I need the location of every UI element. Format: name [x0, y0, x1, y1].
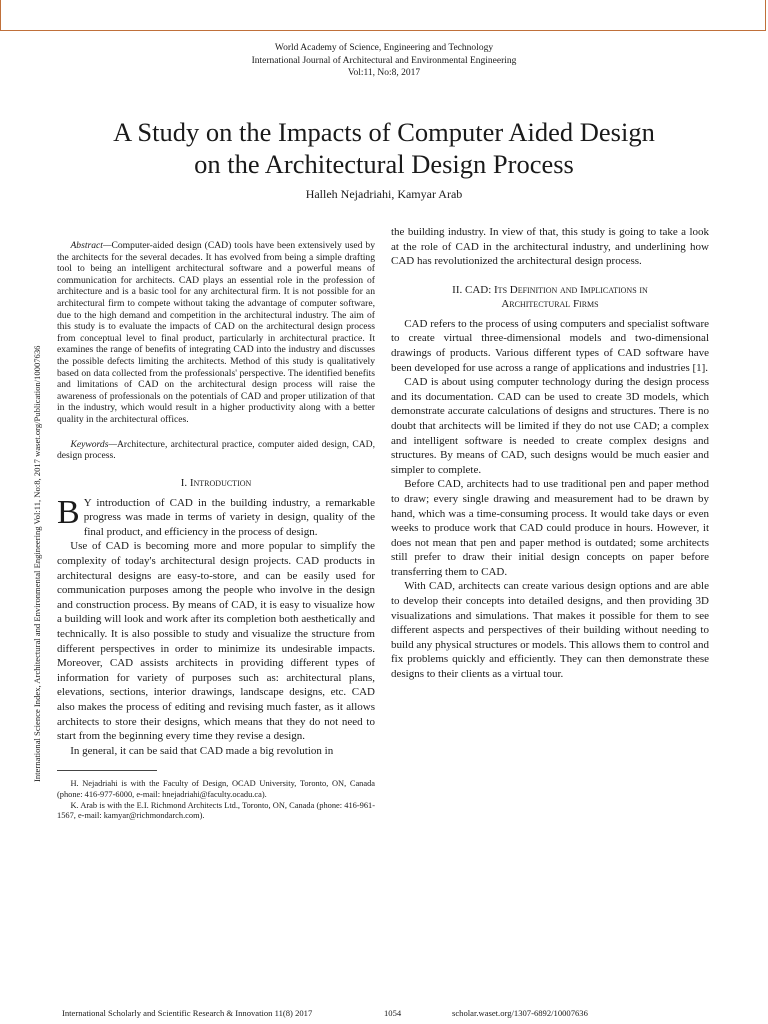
footer-page-number: 1054	[384, 1008, 402, 1018]
keywords	[57, 439, 375, 462]
right-column	[391, 225, 709, 682]
cad-paragraph-2: CAD is about using computer technology during the design process and its documentation. CAD can be used to create 3D models, which demonstrate accurate calculations of designs and structures. There is no doubt that architects will be limited if they do not use CAD; a complex and intelligent software is needed to create complex designs and structures. By means of CAD, such designs would be much easier and simpler to complete.	[391, 376, 709, 476]
footnote-author-2: K. Arab is with the E.I. Richmond Architects Ltd., Toronto, ON, Canada (phone: 416-961-1567, e-mail: kamyar@richmondarch.com).	[57, 800, 375, 821]
top-border-frame	[0, 0, 766, 31]
section-heading-cad-definition	[391, 283, 709, 311]
paper-title	[40, 116, 728, 180]
journal-header	[0, 42, 768, 80]
intro-continued-paragraph: the building industry. In view of that, this study is going to take a look at the role of CAD in the architectural industry, and underlining how CAD has revolutionized the architectural design process.	[391, 226, 709, 268]
side-citation-text: International Science Index, Architectural and Environmental Engineering Vol:11, No:8, 2017 waset.org/Publication/10007636	[32, 345, 42, 782]
cad-paragraph-1: CAD refers to the process of using computers and specialist software to create virtual three-dimensional models and two-dimensional drawings of products. Various different types of CAD software have been developed for use across a range of applications and industries [1].	[391, 317, 709, 374]
journal-volume: Vol:11, No:8, 2017	[347, 68, 421, 78]
footnote-divider	[57, 770, 157, 771]
cad-paragraph-3: Before CAD, architects had to use traditional pen and paper method to draw; every single drawing and measurement had to be drawn by hand, which was a time-consuming process. It would take days or even weeks to produce work that CAD could produce in hours. However, it does not mean that pen and paper method is outdated; some architects still prefer to draw their initial design concepts on paper before transferring them to CAD.	[391, 478, 709, 578]
footer-publisher: International Scholarly and Scientific Research & Innovation 11(8) 2017	[62, 1008, 313, 1018]
section-heading-line2: Architectural Firms	[501, 297, 599, 310]
intro-paragraph-1-text: Y introduction of CAD in the building industry, a remarkable progress was made in terms of variety in design, quality of the final product, and efficiency in the process of design.	[83, 496, 375, 538]
keywords-text: Architecture, architectural practice, computer aided design, CAD, design process.	[57, 438, 375, 462]
drop-cap: B	[57, 493, 80, 531]
intro-paragraph-1	[57, 493, 375, 540]
abstract-label: Abstract—	[70, 240, 112, 251]
left-column	[57, 240, 375, 822]
paper-authors: Halleh Nejadriahi, Kamyar Arab	[305, 187, 463, 201]
keywords-label: Keywords—	[70, 438, 117, 450]
section-heading-line1: II. CAD: Its Definition and Implications in	[452, 283, 648, 296]
footnote-author-1: H. Nejadriahi is with the Faculty of Design, OCAD University, Toronto, ON, Canada (phone: 416-977-6000, e-mail: hnejadriahi@faculty.ocadu.ca).	[57, 779, 375, 799]
journal-publisher: World Academy of Science, Engineering and Technology	[274, 43, 494, 53]
paper-title-line2: on the Architectural Design Process	[194, 149, 574, 179]
journal-name: International Journal of Architectural and Environmental Engineering	[251, 55, 517, 66]
intro-paragraph-3: In general, it can be said that CAD made a big revolution in	[70, 744, 334, 757]
abstract	[57, 240, 375, 426]
cad-paragraph-4: With CAD, architects can create various design options and are able to develop their concepts into detailed designs, and then providing 3D visualizations and simulations. That makes it possible for them to see different aspects and perspectives of their building without needing to build any physical structures or models. This allows them to control and fix problems quickly and efficiently. They can then demonstrate these designs to their clients as a virtual tour.	[391, 580, 709, 681]
intro-paragraph-2: Use of CAD is becoming more and more popular to simplify the complexity of today's architectural design projects. CAD products in architectural designs are easy-to-store, and can be easily used for communication purposes among the people who involve in the design and construction process. By means of CAD, it is easy to visualize how a building will look and work after its completion both aesthetically and technically. It is also possible to study and visualize the structure from different perspectives in order to minimize its undesirable impacts. Moreover, CAD assists architects in providing different types of information for variety of purposes such as: architectural plans, elevations, sections, interior drawings, landscape designs, etc. CAD also makes the process of editing and revising much faster, as it allows architects to store their designs, which means that they do not need to start from the beginning every time they revise a design.	[57, 540, 375, 743]
paper-title-line1: A Study on the Impacts of Computer Aided Design	[113, 117, 655, 147]
abstract-text: Computer-aided design (CAD) tools have been extensively used by the architects for the several decades. It has evolved from being a simple drafting tool to being an intelligent architectural software and a powerful means of communication for architects. CAD plays an essential role in the profession of architecture and is a basic tool for any architectural firm. It is not possible for an architectural firm to compete without taking the advantage of computer software, due to the high demand and competition in the architectural industry. The aim of this study is to evaluate the impacts of CAD on the architectural design process from conceptual level to final product, particularly in architectural practice. It examines the range of benefits of integrating CAD into the industry and discusses the possible defects limiting the architects. Method of this study is qualitatively based on data collected from the professionals' perspective. The identified benefits and limitations of CAD on the architectural design process will raise the awareness of professionals on the potentials of CAD and proper utilization of that in the industry, which would result in a higher productivity along with a better quality in the architectural offices.	[57, 240, 375, 425]
footer-url: scholar.waset.org/1307-6892/10007636	[452, 1008, 588, 1018]
section-heading-introduction: I. Introduction	[180, 476, 252, 489]
